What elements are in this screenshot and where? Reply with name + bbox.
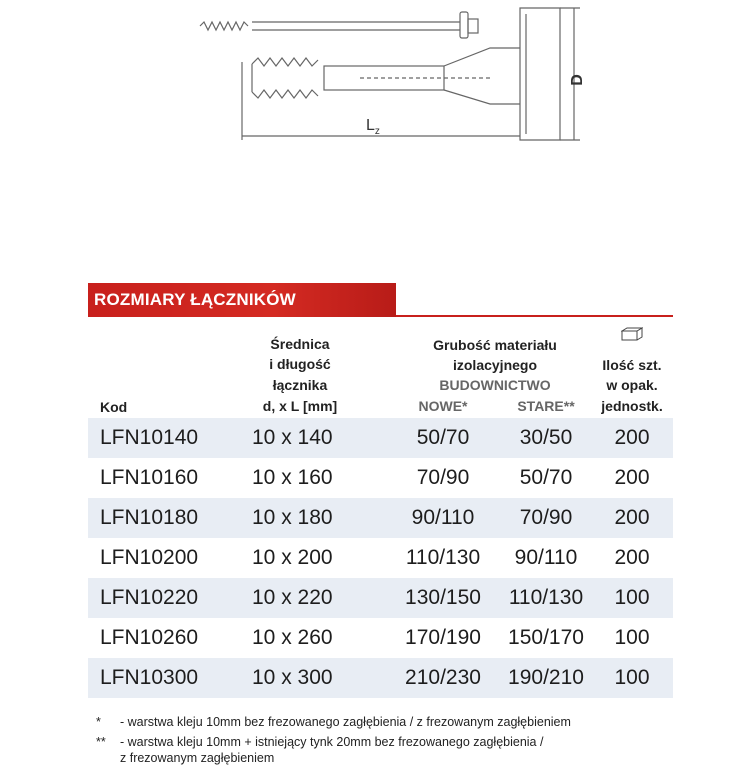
cell-code: LFN10140 [100, 426, 199, 449]
cell-new: 130/150 [405, 586, 481, 609]
footnote-1 [96, 714, 571, 730]
table-row [88, 458, 673, 498]
table-row [88, 538, 673, 578]
cell-qty: 200 [614, 506, 650, 529]
footnote-mark: ** [96, 735, 106, 749]
fastener-drawing [190, 0, 590, 160]
footnote-3 [96, 750, 274, 766]
cell-new: 110/130 [405, 546, 481, 569]
cell-old: 90/110 [514, 546, 578, 569]
header-new: NOWE* [418, 398, 468, 414]
cell-code: LFN10160 [100, 466, 199, 489]
footnote-mark: * [96, 715, 101, 729]
cell-new: 210/230 [405, 666, 481, 689]
cell-size: 10 x 200 [252, 546, 333, 569]
header-code: Kod [100, 399, 128, 415]
cell-new: 50/70 [416, 426, 470, 449]
screw-collar [468, 19, 478, 33]
cell-new: 70/90 [416, 466, 470, 489]
cell-code: LFN10300 [100, 666, 199, 689]
table-row [88, 418, 673, 458]
cell-old: 50/70 [519, 466, 573, 489]
cell-old: 190/210 [508, 666, 584, 689]
cell-code: LFN10220 [100, 586, 199, 609]
cell-qty: 100 [614, 666, 650, 689]
screw-thread [200, 22, 248, 30]
cell-size: 10 x 140 [252, 426, 333, 449]
footnote-text: - warstwa kleju 10mm bez frezowanego zagłębienia / z frezowanym zagłębieniem [120, 715, 571, 729]
table-row [88, 618, 673, 658]
header-construction: BUDOWNICTWO [439, 377, 551, 393]
cell-code: LFN10180 [100, 506, 199, 529]
cell-size: 10 x 220 [252, 586, 333, 609]
header-size-line4: d, x L [mm] [262, 398, 338, 414]
plug-teeth [252, 58, 318, 98]
header-qty-line2: w opak. [606, 377, 658, 393]
cell-new: 170/190 [405, 626, 481, 649]
table-row [88, 578, 673, 618]
cell-size: 10 x 260 [252, 626, 333, 649]
cell-qty: 200 [614, 546, 650, 569]
cell-old: 30/50 [519, 426, 573, 449]
header-old: STARE** [517, 398, 575, 414]
cell-size: 10 x 300 [252, 666, 333, 689]
header-size-line1: Średnica [270, 336, 330, 352]
cell-size: 10 x 180 [252, 506, 333, 529]
cell-code: LFN10260 [100, 626, 199, 649]
header-size-line2: i długość [269, 356, 331, 372]
screw-head [460, 12, 468, 38]
table-row [88, 658, 673, 698]
header-size-line3: łącznika [272, 377, 328, 393]
cell-old: 150/170 [508, 626, 584, 649]
sizes-table [88, 418, 673, 698]
header-qty-line1: Ilość szt. [602, 357, 662, 373]
cell-qty: 200 [614, 466, 650, 489]
plug-collar [444, 48, 520, 104]
cell-qty: 200 [614, 426, 650, 449]
header-thickness-line2: izolacyjnego [452, 357, 538, 373]
cell-qty: 100 [614, 626, 650, 649]
cell-new: 90/110 [411, 506, 475, 529]
footnote-text: - warstwa kleju 10mm + istniejący tynk 20mm bez frezowanego zagłębienia / [120, 735, 544, 749]
footnote-text: z frezowanym zagłębieniem [120, 751, 275, 765]
cell-size: 10 x 160 [252, 466, 333, 489]
cell-old: 70/90 [519, 506, 573, 529]
dim-L-label: $L_z$ [366, 117, 380, 137]
header-qty-line3: jednostk. [601, 398, 663, 414]
header-rule [378, 315, 673, 317]
cell-code: LFN10200 [100, 546, 199, 569]
header-thickness-line1: Grubość materiału [433, 337, 557, 353]
section-title: ROZMIARY ŁĄCZNIKÓW [88, 283, 396, 317]
section-header [88, 283, 673, 319]
cell-qty: 100 [614, 586, 650, 609]
cell-old: 110/130 [508, 586, 584, 609]
dim-D-label: D [569, 74, 586, 86]
footnote-2 [96, 734, 543, 750]
box-icon [621, 327, 643, 341]
table-row [88, 498, 673, 538]
